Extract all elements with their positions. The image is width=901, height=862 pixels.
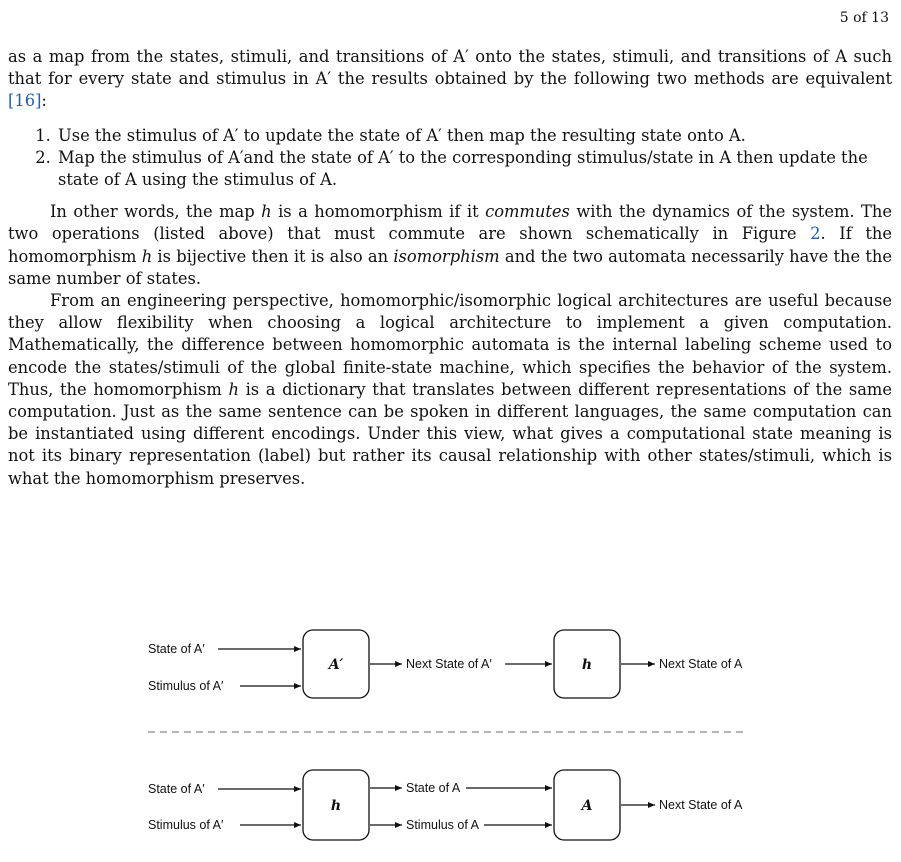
box-label: A: [581, 798, 593, 814]
label-stimulus-a-prime: Stimulus of A′: [148, 679, 224, 693]
label-next-state-a: Next State of A: [659, 657, 743, 671]
label-state-a-prime: State of A′: [148, 642, 205, 656]
text-run: is a homomorphism if it: [271, 202, 486, 222]
math-h: h: [141, 246, 153, 266]
method-list: [8, 125, 892, 192]
body-text: [8, 46, 892, 490]
label-next-state-a-prime: Next State of A′: [406, 657, 492, 671]
label-stimulus-a: Stimulus of A: [406, 818, 479, 832]
label-stimulus-a-prime: Stimulus of A′: [148, 818, 224, 832]
text-run: . If the homomorphism: [8, 224, 892, 266]
emphasis: commutes: [485, 202, 570, 222]
math-h: h: [261, 202, 272, 222]
text-run: In other words, the map: [50, 202, 262, 222]
box-label: h: [581, 657, 593, 673]
homomorphism-paragraph: [8, 201, 892, 290]
figure-link[interactable]: 2: [810, 224, 821, 244]
diagram-svg: [0, 620, 901, 858]
text-run: From an engineering perspective, homomorphic/isomorphic logical architectures are useful because they allow flexibility when choosing a logical architecture to implement a given computation. Mathematically, the difference between homomorphic automata is the internal labeling scheme used to encode the states/stimuli of the global finite-state machine, which specifies the behavior of the system. Thus, the homomorphism: [8, 291, 892, 399]
list-item: 1. Use the stimulus of A′ to update the state of A′ then map the resulting state onto A.: [56, 125, 892, 147]
emphasis: isomorphism: [393, 246, 500, 266]
list-item: 2. Map the stimulus of A′and the state of A′ to the corresponding stimulus/state in A then update the state of A using the stimulus of A.: [56, 147, 892, 191]
math-h: h: [228, 379, 239, 399]
box-label: A′: [328, 657, 344, 673]
engineering-paragraph: [8, 290, 892, 490]
intro-text: as a map from the states, stimuli, and transitions of A′ onto the states, stimuli, and transitions of A such that for every state and stimulus in A′ the results obtained by the following two methods are equivalent: [8, 47, 892, 89]
label-state-a-prime: State of A′: [148, 782, 205, 796]
intro-end: :: [41, 91, 47, 111]
text-run: with the dynamics of the system. The two operations (listed above) that must commute are shown schematically in Figure: [8, 202, 893, 244]
label-next-state-a: Next State of A: [659, 798, 743, 812]
figure-2-diagram: [0, 620, 901, 858]
intro-paragraph: [8, 46, 892, 113]
label-state-a: State of A: [406, 781, 461, 795]
citation-link[interactable]: [16]: [8, 91, 42, 111]
text-run: is bijective then it is also an: [152, 246, 394, 266]
text-run: is a dictionary that translates between different representations of the same computation. Just as the same sentence can be spoken in different languages, the same computation can be instantiated using different encodings. Under this view, what gives a computational state meaning is not its binary representation (label) but rather its causal relationship with other states/stimuli, which is what the homomorphism preserves.: [8, 379, 892, 488]
box-label: h: [330, 798, 342, 814]
page-number: 5 of 13: [839, 10, 889, 26]
text-run: and the two automata necessarily have the the same number of states.: [8, 246, 892, 288]
